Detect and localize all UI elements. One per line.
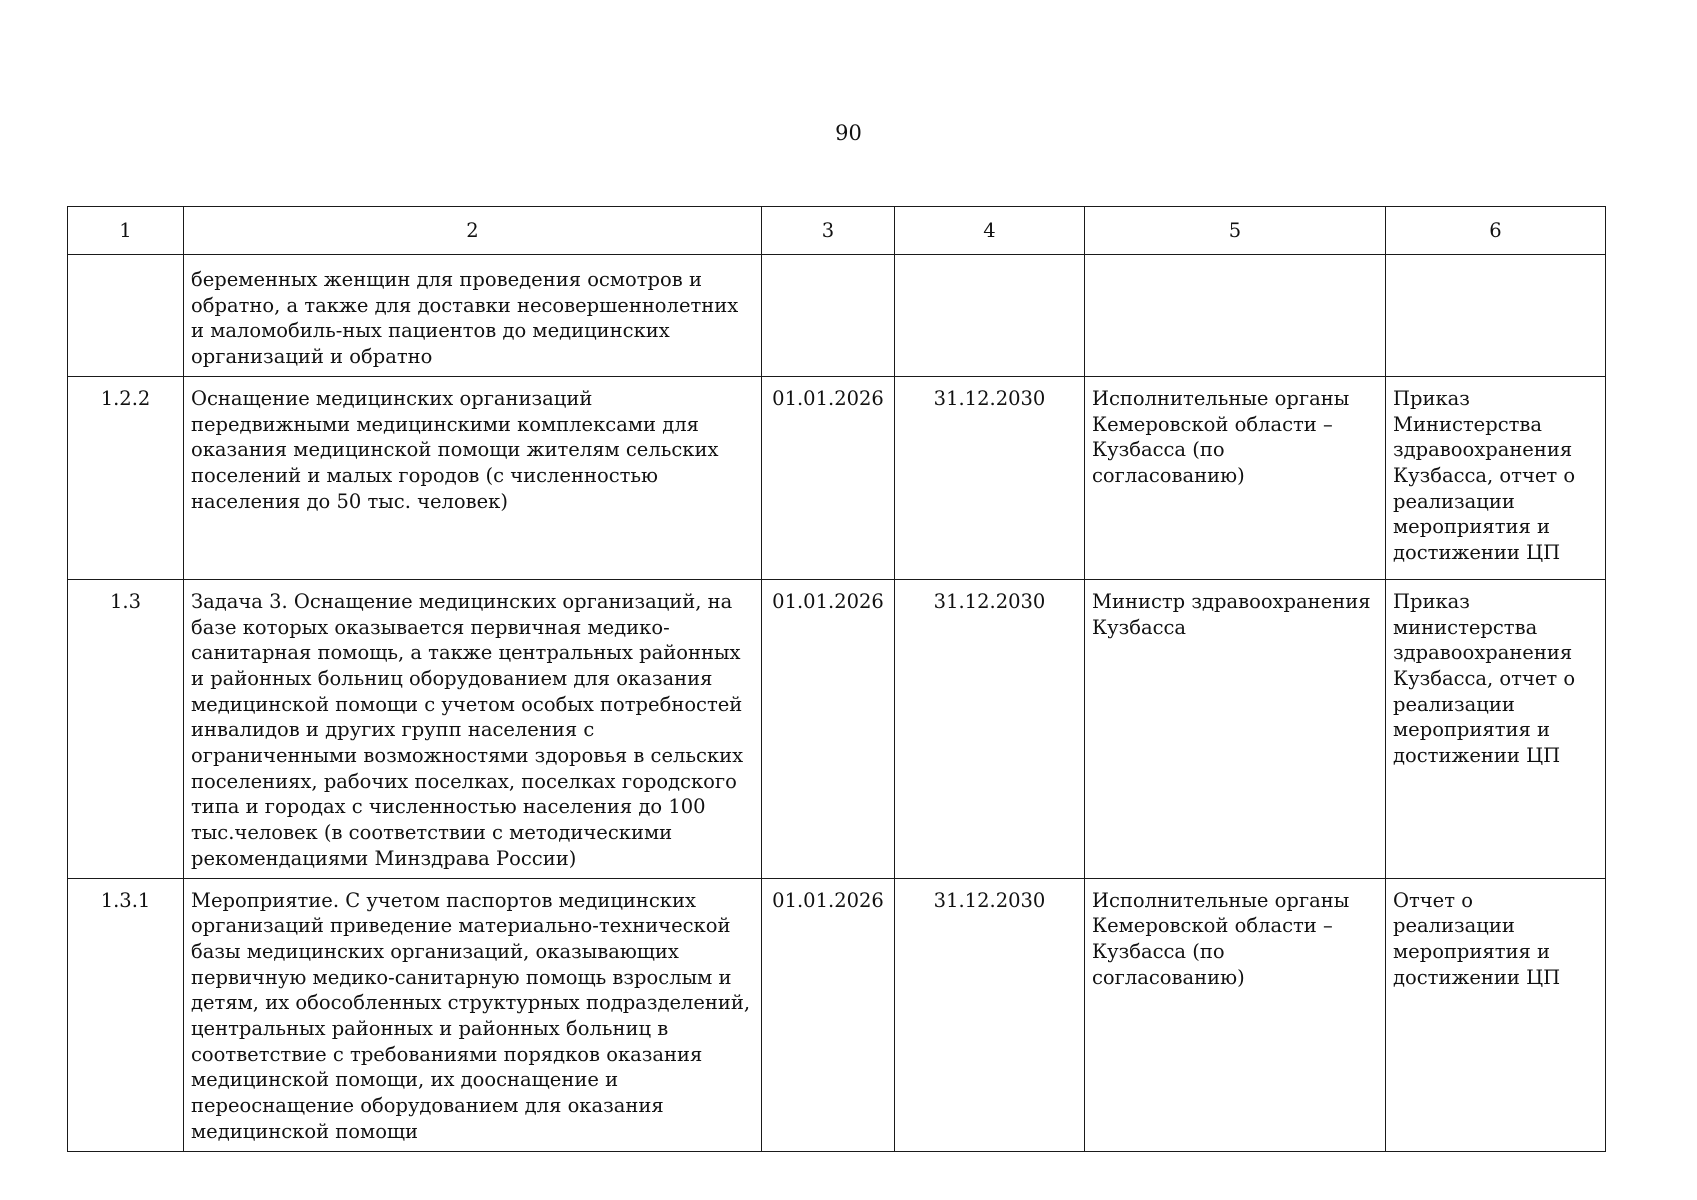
column-header: 3 (762, 207, 895, 255)
table-row (68, 878, 1606, 1151)
column-header: 1 (68, 207, 184, 255)
row-result: Приказ Министерства здравоохранения Кузбасса, отчет о реализации мероприятия и достижении ЦП (1386, 376, 1606, 579)
row-end-date: 31.12.2030 (895, 579, 1085, 878)
table-row (68, 579, 1606, 878)
row-start-date (762, 255, 895, 377)
row-result (1386, 255, 1606, 377)
row-end-date: 31.12.2030 (895, 878, 1085, 1151)
row-description: беременных женщин для проведения осмотров и обратно, а также для доставки несовершеннолетних и маломобиль-ных пациентов до медицинских организаций и обратно (184, 255, 762, 377)
row-start-date: 01.01.2026 (762, 878, 895, 1151)
row-responsible: Исполнительные органы Кемеровской области – Кузбасса (по согласованию) (1085, 878, 1386, 1151)
row-end-date: 31.12.2030 (895, 376, 1085, 579)
row-number: 1.3.1 (68, 878, 184, 1151)
row-description: Мероприятие. С учетом паспортов медицинских организаций приведение материально-технической базы медицинских организаций, оказывающих первичную медико-санитарную помощь взрослым и детям, их обособленных структурных подразделений, центральных районных и районных больниц в соответствие с требованиями порядков оказания медицинской помощи, их дооснащение и переоснащение оборудованием для оказания медицинской помощи (184, 878, 762, 1151)
row-description: Оснащение медицинских организаций передвижными медицинскими комплексами для оказания медицинской помощи жителям сельских поселений и малых городов (с численностью населения до 50 тыс. человек) (184, 376, 762, 579)
row-number: 1.2.2 (68, 376, 184, 579)
column-header: 4 (895, 207, 1085, 255)
row-result: Приказ министерства здравоохранения Кузбасса, отчет о реализации мероприятия и достижении ЦП (1386, 579, 1606, 878)
measures-table (67, 206, 1606, 1152)
table-header-row (68, 207, 1606, 255)
row-responsible: Министр здравоохранения Кузбасса (1085, 579, 1386, 878)
row-description: Задача 3. Оснащение медицинских организаций, на базе которых оказывается первичная медико-санитарная помощь, а также центральных районных и районных больниц оборудованием для оказания медицинской помощи с учетом особых потребностей инвалидов и других групп населения с ограниченными возможностями здоровья в сельских поселениях, рабочих поселках, поселках городского типа и городах с численностью населения до 100 тыс.человек (в соответствии с методическими рекомендациями Минздрава России) (184, 579, 762, 878)
column-header: 6 (1386, 207, 1606, 255)
row-result: Отчет о реализации мероприятия и достижении ЦП (1386, 878, 1606, 1151)
row-number: 1.3 (68, 579, 184, 878)
column-header: 5 (1085, 207, 1386, 255)
page-number: 90 (835, 121, 862, 145)
row-start-date: 01.01.2026 (762, 376, 895, 579)
row-end-date (895, 255, 1085, 377)
row-number (68, 255, 184, 377)
column-header: 2 (184, 207, 762, 255)
row-responsible: Исполнительные органы Кемеровской области – Кузбасса (по согласованию) (1085, 376, 1386, 579)
table-row (68, 376, 1606, 579)
table-row (68, 255, 1606, 377)
row-responsible (1085, 255, 1386, 377)
row-start-date: 01.01.2026 (762, 579, 895, 878)
